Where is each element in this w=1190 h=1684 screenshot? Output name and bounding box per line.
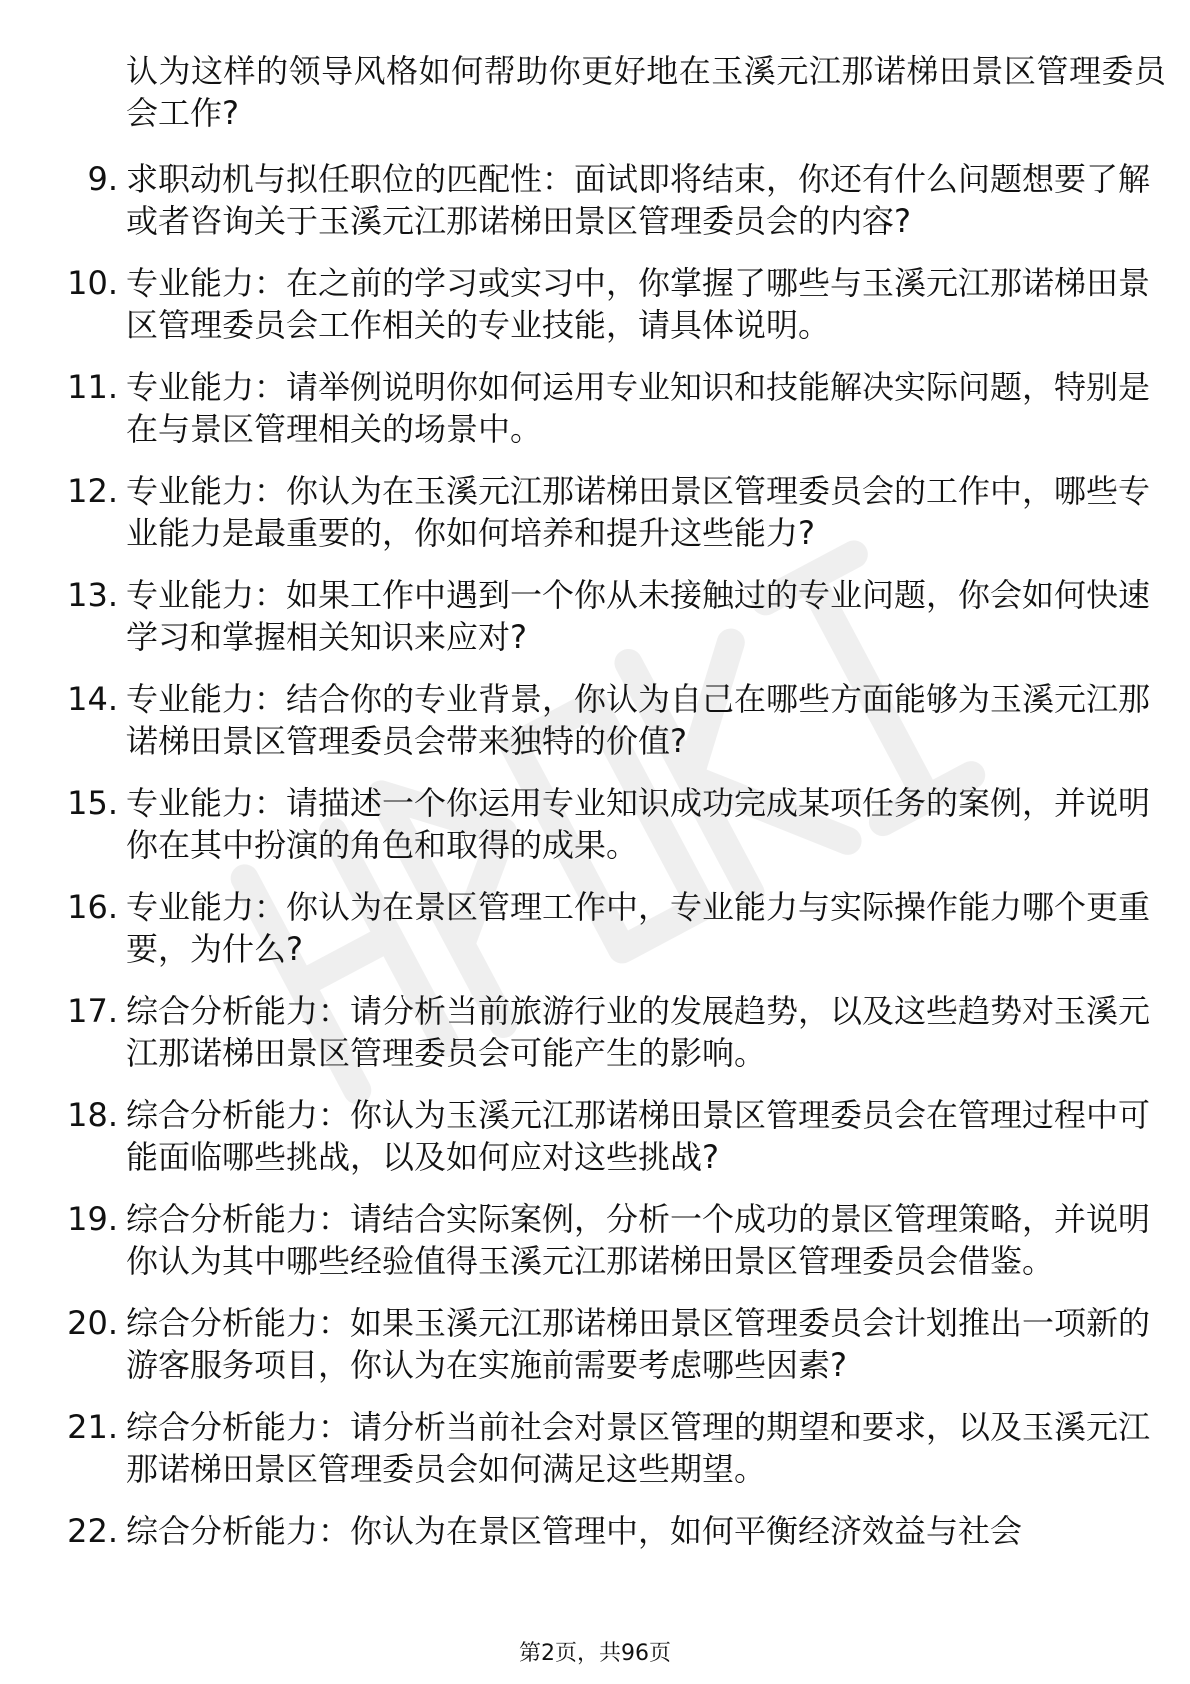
question-text: 专业能力：在之前的学习或实习中，你掌握了哪些与玉溪元江那诺梯田景区管理委员会工作相关的专业技能，请具体说明。	[126, 264, 1151, 344]
question-text: 综合分析能力：如果玉溪元江那诺梯田景区管理委员会计划推出一项新的游客服务项目，你认为在实施前需要考虑哪些因素?	[126, 1304, 1151, 1384]
list-item	[56, 1302, 1166, 1386]
list-item	[56, 678, 1166, 762]
question-text: 专业能力：请描述一个你运用专业知识成功完成某项任务的案例，并说明你在其中扮演的角色和取得的成果。	[126, 784, 1151, 864]
question-number: 13.	[67, 576, 118, 614]
list-item	[56, 990, 1166, 1074]
question-number: 19.	[67, 1200, 118, 1238]
question-text: 综合分析能力：请分析当前旅游行业的发展趋势，以及这些趋势对玉溪元江那诺梯田景区管理委员会可能产生的影响。	[126, 992, 1151, 1072]
question-text: 专业能力：你认为在景区管理工作中，专业能力与实际操作能力哪个更重要，为什么?	[126, 888, 1151, 968]
list-item	[56, 1094, 1166, 1178]
question-text: 综合分析能力：请分析当前社会对景区管理的期望和要求，以及玉溪元江那诺梯田景区管理委员会如何满足这些期望。	[126, 1408, 1151, 1488]
question-text: 综合分析能力：你认为在景区管理中，如何平衡经济效益与社会	[126, 1512, 1023, 1550]
list-item	[56, 1406, 1166, 1490]
question-continuation: 认为这样的领导风格如何帮助你更好地在玉溪元江那诺梯田景区管理委员会工作?	[126, 52, 1166, 132]
list-item	[56, 470, 1166, 554]
question-number: 16.	[67, 888, 118, 926]
question-text: 专业能力：如果工作中遇到一个你从未接触过的专业问题，你会如何快速学习和掌握相关知识来应对?	[126, 576, 1151, 656]
question-number: 18.	[67, 1096, 118, 1134]
question-text: 专业能力：结合你的专业背景，你认为自己在哪些方面能够为玉溪元江那诺梯田景区管理委员会带来独特的价值?	[126, 680, 1151, 760]
question-number: 11.	[67, 368, 118, 406]
list-item	[56, 574, 1166, 658]
question-number: 10.	[67, 264, 118, 302]
question-text: 综合分析能力：你认为玉溪元江那诺梯田景区管理委员会在管理过程中可能面临哪些挑战，以及如何应对这些挑战?	[126, 1096, 1151, 1176]
list-item	[56, 158, 1166, 242]
question-number: 14.	[67, 680, 118, 718]
question-number: 21.	[67, 1408, 118, 1446]
question-number: 9.	[87, 160, 118, 198]
list-item	[56, 366, 1166, 450]
question-text: 综合分析能力：请结合实际案例，分析一个成功的景区管理策略，并说明你认为其中哪些经验值得玉溪元江那诺梯田景区管理委员会借鉴。	[126, 1200, 1151, 1280]
list-item	[56, 782, 1166, 866]
list-item	[56, 1198, 1166, 1282]
list-item	[56, 262, 1166, 346]
question-number: 15.	[67, 784, 118, 822]
question-text: 求职动机与拟任职位的匹配性：面试即将结束，你还有什么问题想要了解或者咨询关于玉溪元江那诺梯田景区管理委员会的内容?	[126, 160, 1151, 240]
question-number: 17.	[67, 992, 118, 1030]
question-number: 20.	[67, 1304, 118, 1342]
question-text: 专业能力：你认为在玉溪元江那诺梯田景区管理委员会的工作中，哪些专业能力是最重要的，你如何培养和提升这些能力?	[126, 472, 1151, 552]
list-item	[56, 886, 1166, 970]
list-item	[56, 1510, 1166, 1552]
question-number: 12.	[67, 472, 118, 510]
page-footer: 第2页，共96页	[519, 1641, 671, 1666]
question-text: 专业能力：请举例说明你如何运用专业知识和技能解决实际问题，特别是在与景区管理相关的场景中。	[126, 368, 1151, 448]
question-list	[56, 50, 1166, 1572]
question-number: 22.	[67, 1512, 118, 1550]
